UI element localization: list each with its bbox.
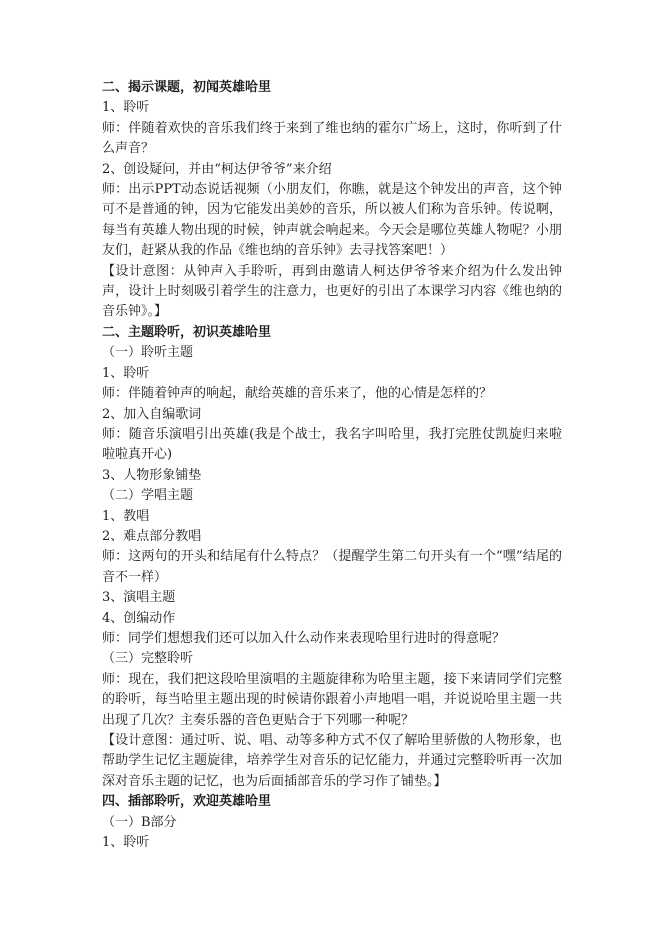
step-item: 3、人物形象铺垫 [102, 467, 202, 483]
teacher-line: 师：伴随着钟声的响起，献给英雄的音乐来了，他的心情是怎样的？ [102, 386, 493, 402]
section-heading-2b: 二、主题聆听，初识英雄哈里 [102, 324, 272, 340]
design-intent-paragraph: 【设计意图：从钟声入手聆听，再到由邀请人柯达伊爷爷来介绍为什么发出钟声，设计上时刻吸引着学生的注意力，也更好的引出了本课学习内容《维也纳的音乐钟》。】 [102, 263, 562, 320]
teacher-paragraph: 师：现在，我们把这段哈里演唱的主题旋律称为哈里主题，接下来请同学们完整的聆听，每当哈里主题出现的时候请你跟着小声地唱一唱，并说说哈里主题一共出现了几次？主奏乐器的音色更贴合于下列哪一种呢？ [102, 671, 562, 728]
step-item: 2、难点部分教唱 [102, 528, 202, 544]
step-item: 4、创编动作 [102, 610, 176, 626]
step-listen: 1、聆听 [102, 100, 150, 116]
step-item: 1、聆听 [102, 365, 150, 381]
teacher-paragraph: 师：伴随着欢快的音乐我们终于来到了维也纳的霍尔广场上，这时，你听到了什么声音？ [102, 120, 562, 157]
subsection-heading: （一）B部分 [102, 814, 177, 830]
step-item: 1、教唱 [102, 508, 150, 524]
teacher-paragraph: 师：随音乐演唱引出英雄(我是个战士，我名字叫哈里，我打完胜仗凯旋归来啦啦啦真开心) [102, 426, 562, 463]
subsection-heading: （一）聆听主题 [102, 345, 194, 361]
subsection-heading: （二）学唱主题 [102, 488, 194, 504]
section-heading-4: 四、插部聆听，欢迎英雄哈里 [102, 794, 272, 810]
design-intent-paragraph: 【设计意图：通过听、说、唱、动等多种方式不仅了解哈里骄傲的人物形象，也帮助学生记忆主题旋律，培养学生对音乐的记忆能力，并通过完整聆听再一次加深对音乐主题的记忆，也为后面插部音乐的学习作了铺垫。】 [102, 733, 562, 789]
step-item: 2、加入自编歌词 [102, 406, 202, 422]
document-page [102, 78, 562, 853]
section-heading-2a: 二、揭示课题，初闻英雄哈里 [102, 80, 272, 95]
step-question: 2、创设疑问，并由“柯达伊爷爷”来介绍 [102, 161, 332, 177]
teacher-paragraph: 师：出示PPT动态说话视频（小朋友们，你瞧，就是这个钟发出的声音，这个钟可不是普通的钟，因为它能发出美妙的音乐，所以被人们称为音乐钟。传说啊，每当有英雄人物出现的时候，钟声就会响起来。今天会是哪位英雄人物呢？小朋友们，赶紧从我的作品《维也纳的音乐钟》去寻找答案吧！） [102, 182, 562, 259]
subsection-heading: （三）完整聆听 [102, 651, 194, 667]
teacher-line: 师：同学们想想我们还可以加入什么动作来表现哈里行进时的得意呢？ [102, 630, 506, 646]
step-item: 1、聆听 [102, 835, 150, 851]
step-item: 3、演唱主题 [102, 590, 176, 606]
teacher-paragraph: 师：这两句的开头和结尾有什么特点？（提醒学生第二句开头有一个“嘿”结尾的音不一样） [102, 549, 562, 585]
